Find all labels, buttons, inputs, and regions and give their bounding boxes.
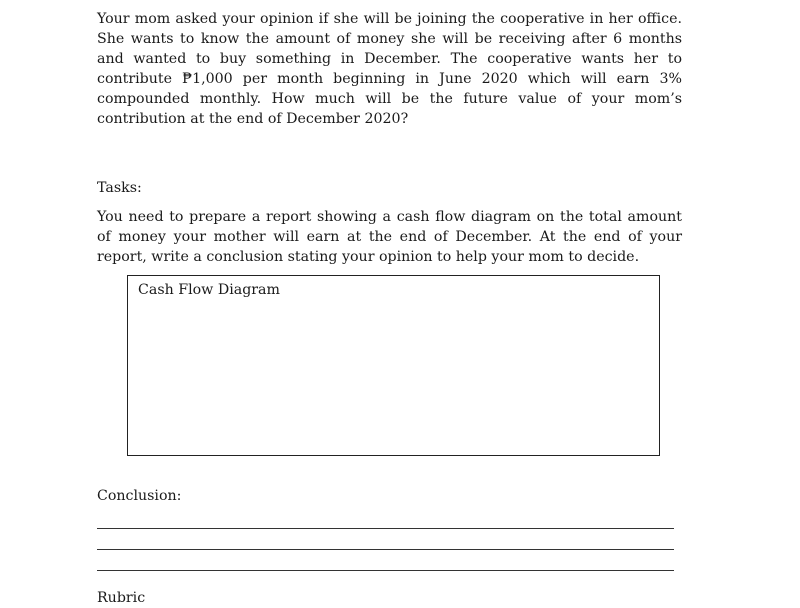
conclusion-answer-line [97, 549, 674, 550]
tasks-heading: Tasks: [97, 180, 142, 196]
conclusion-answer-line [97, 528, 674, 529]
conclusion-heading: Conclusion: [97, 488, 182, 504]
cash-flow-diagram-box [127, 275, 660, 456]
problem-statement: Your mom asked your opinion if she will be joining the cooperative in her office. She wants to know the amount of money she will be receiving after 6 months and wanted to buy something in December. The cooperative wants her to contribute ₱1,000 per month beginning in June 2020 which will earn 3% compounded monthly. How much will be the future value of your mom’s contribution at the end of December 2020? [97, 11, 682, 127]
rubric-heading: Rubric [97, 590, 146, 606]
cash-flow-diagram-title: Cash Flow Diagram [138, 282, 280, 298]
tasks-description: You need to prepare a report showing a cash flow diagram on the total amount of money your mother will earn at the end of December. At the end of your report, write a conclusion stating your opinion to help your mom to decide. [97, 209, 682, 265]
conclusion-answer-line [97, 570, 674, 571]
worksheet-body [97, 9, 682, 267]
